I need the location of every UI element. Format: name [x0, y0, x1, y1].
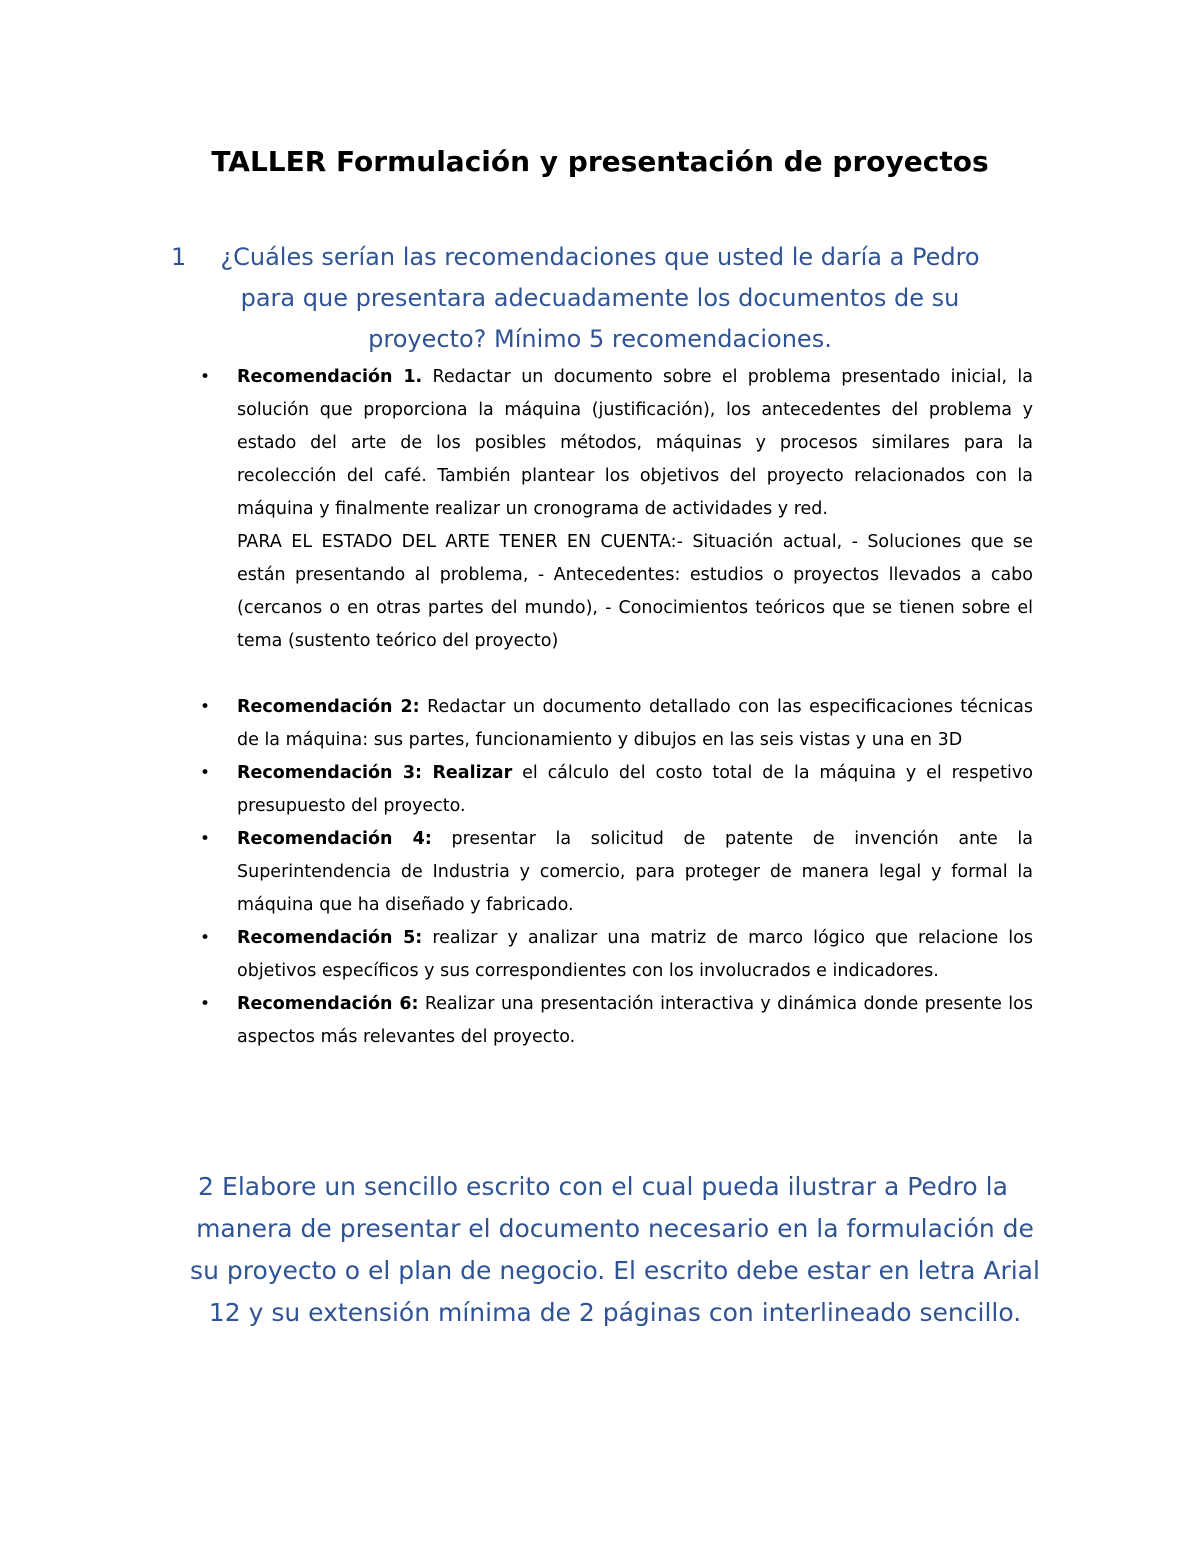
recommendation-label: Recomendación 2:	[237, 697, 420, 717]
recommendation-note: PARA EL ESTADO DEL ARTE TENER EN CUENTA:- Situación actual, - Soluciones que se están presentando al problema, - Antecedentes: estudios o proyectos llevados a cabo (cercanos o en otras partes del mundo), - Conocimientos teóricos que se tienen sobre el tema (sustento teórico del proyecto)	[237, 532, 1033, 651]
recommendation-text: realizar y analizar una matriz de marco lógico que relacione los objetivos específicos y sus correspondientes con los involucrados e indicadores.	[237, 928, 1033, 981]
recommendation-label: Recomendación 1.	[237, 367, 423, 387]
question-2-text: Elabore un sencillo escrito con el cual pueda ilustrar a Pedro la manera de presentar el documento necesario en la formulación de su proyecto o el plan de negocio. El escrito debe estar en letra Arial 12 y su extensión mínima de 2 páginas con interlineado sencillo.	[190, 1172, 1040, 1327]
recommendation-item-1	[200, 361, 1033, 658]
question-1-number: 1	[171, 243, 187, 271]
document-title: TALLER Formulación y presentación de proyectos	[211, 145, 989, 178]
bullet-icon: •	[200, 367, 211, 387]
question-1-text: ¿Cuáles serían las recomendaciones que usted le daría a Pedro para que presentara adecuadamente los documentos de su proyecto? Mínimo 5 recomendaciones.	[220, 243, 980, 353]
recommendation-text: el cálculo del costo total de la máquina y el respetivo presupuesto del proyecto.	[237, 763, 1033, 816]
list-spacer	[237, 658, 1033, 691]
recommendation-label: Recomendación 3: Realizar	[237, 763, 513, 783]
recommendation-text: Redactar un documento detallado con las especificaciones técnicas de la máquina: sus partes, funcionamiento y dibujos en las seis vistas y una en 3D	[237, 697, 1033, 750]
recommendation-label: Recomendación 5:	[237, 928, 423, 948]
recommendation-label: Recomendación 4:	[237, 829, 432, 849]
recommendation-text: Redactar un documento sobre el problema presentado inicial, la solución que proporciona la máquina (justificación), los antecedentes del problema y estado del arte de los posibles métodos, máquinas y procesos similares para la recolección del café. También plantear los objetivos del proyecto relacionados con la máquina y finalmente realizar un cronograma de actividades y red.	[237, 367, 1033, 519]
question-2-heading	[182, 1166, 1048, 1334]
bullet-icon: •	[200, 829, 211, 849]
recommendation-item-4	[200, 823, 1033, 922]
recommendation-item-6	[200, 988, 1033, 1054]
recommendation-item-5	[200, 922, 1033, 988]
question-2-number: 2	[198, 1172, 214, 1201]
bullet-icon: •	[200, 994, 211, 1014]
recommendation-item-3	[200, 757, 1033, 823]
recommendation-text: presentar la solicitud de patente de invención ante la Superintendencia de Industria y comercio, para proteger de manera legal y formal la máquina que ha diseñado y fabricado.	[237, 829, 1033, 915]
recommendation-item-2	[200, 691, 1033, 757]
recommendation-list	[200, 361, 1033, 1054]
recommendation-label: Recomendación 6:	[237, 994, 419, 1014]
bullet-icon: •	[200, 697, 211, 717]
bullet-icon: •	[200, 763, 211, 783]
bullet-icon: •	[200, 928, 211, 948]
recommendation-text: Realizar una presentación interactiva y dinámica donde presente los aspectos más relevantes del proyecto.	[237, 994, 1033, 1047]
question-1-heading	[171, 237, 1000, 360]
